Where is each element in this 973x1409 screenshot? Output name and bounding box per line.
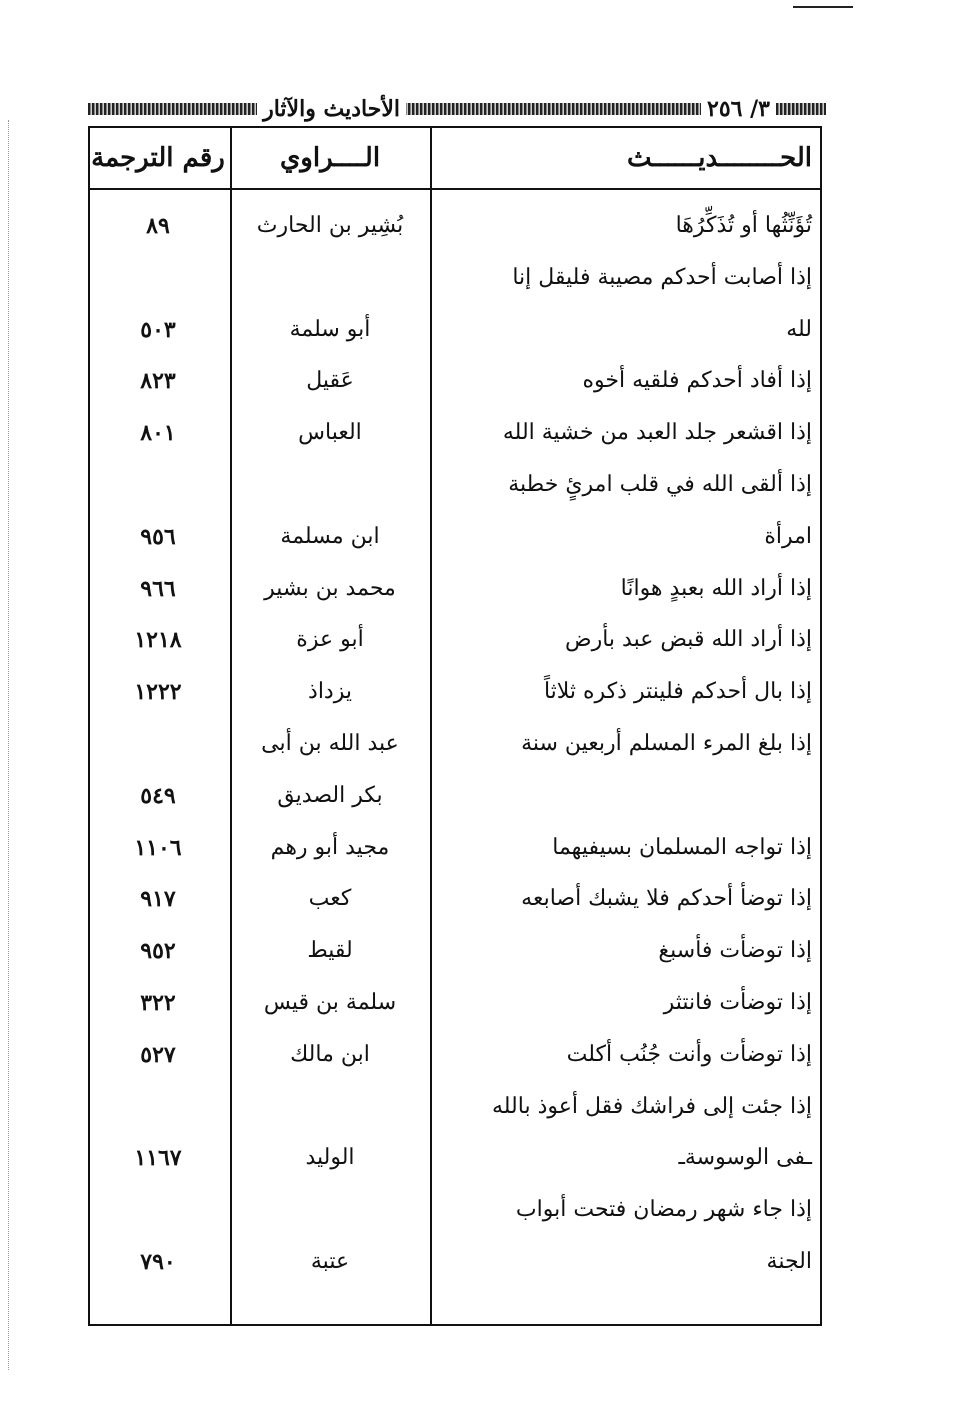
translation-number-cell: ٨٠١ (140, 420, 176, 447)
table-row (90, 200, 820, 252)
hadith-cell: تُؤَنِّثُها أو تُذَكِّرُهَا (675, 213, 812, 238)
rawi-cell: عتبة (310, 1249, 350, 1274)
table-row (90, 666, 820, 718)
rawi-cell: العباس (298, 420, 362, 446)
rawi-cell: أبو عزة (296, 627, 364, 653)
rawi-cell: أبو سلمة (289, 316, 371, 342)
rawi-cell: الوليد (305, 1145, 355, 1171)
translation-number-cell: ١٢٢٢ (134, 679, 182, 706)
hadith-cell: إذا ألقى الله في قلب امرئٍ خطبة (508, 472, 812, 497)
translation-number-cell: ٩٥٢ (140, 938, 176, 965)
table-row (90, 873, 820, 925)
hadith-cell: إذا توضأ أحدكم فلا يشبك أصابعه (521, 886, 812, 912)
rawi-cell: بكر الصديق (277, 782, 383, 808)
table-row (90, 1132, 820, 1184)
margin-dots (8, 120, 10, 1370)
hadith-cell: إذا جئت إلى فراشك فقل أعوذ بالله (491, 1093, 812, 1119)
table-row (90, 407, 820, 459)
hadith-cell: إذا أراد الله بعبدٍ هوانًا (620, 575, 812, 601)
rawi-cell: كعب (308, 886, 352, 912)
rawi-cell: محمد بن بشير (264, 575, 396, 601)
page-reference: ٣/ ٢٥٦ (701, 96, 776, 122)
table-header-row (90, 128, 820, 190)
hadith-cell: إذا تواجه المسلمان بسيفيهما (552, 834, 812, 860)
translation-number-cell: ٣٢٢ (140, 990, 176, 1016)
section-title: الأحاديث والآثار (257, 96, 406, 122)
table-row (90, 614, 820, 666)
table-row (90, 1081, 820, 1133)
table-row (90, 822, 820, 874)
rawi-cell: بُشِير بن الحارث (256, 213, 404, 238)
hadith-cell: إذا توضأت وأنت جُنُب أكلت (566, 1041, 812, 1067)
hadith-cell: إذا بلغ المرء المسلم أربعين سنة (521, 731, 812, 756)
hadith-cell: إذا اقشعر جلد العبد من خشية الله (502, 420, 812, 446)
translation-number-cell: ٨٩ (146, 213, 170, 239)
translation-number-cell: ١٢١٨ (134, 627, 182, 654)
table-row (90, 355, 820, 407)
translation-number-cell: ٩٦٦ (140, 575, 176, 602)
hadith-cell: إذا بال أحدكم فلينتر ذكره ثلاثاً (543, 679, 812, 705)
rawi-cell: عبد الله بن أبى (261, 731, 399, 756)
table-row (90, 925, 820, 977)
page-header (88, 96, 826, 122)
translation-number-cell: ٥٠٣ (140, 316, 176, 343)
hadith-cell: ـفى الوسوسةـ (678, 1145, 812, 1171)
column-header-hadith: الحــــــــديــــــث (627, 143, 812, 173)
table-row (90, 977, 820, 1029)
column-header-number: رقم الترجمة (91, 143, 225, 173)
table-row (90, 459, 820, 511)
rawi-cell: يزداذ (308, 679, 352, 705)
table-row (90, 252, 820, 304)
column-header-rawi: الــــراوي (279, 143, 381, 173)
table-row (90, 511, 820, 563)
hadith-cell: إذا توضأت فأسبغ (658, 938, 812, 964)
rawi-cell: ابن مسلمة (280, 523, 380, 549)
translation-number-cell: ١١٦٧ (134, 1145, 182, 1172)
translation-number-cell: ١١٠٦ (134, 834, 182, 861)
table-row (90, 1236, 820, 1288)
hadith-cell: إذا جاء شهر رمضان فتحت أبواب (515, 1197, 812, 1223)
hadith-cell: امرأة (764, 523, 812, 549)
translation-number-cell: ٩٥٦ (140, 523, 176, 550)
table-row (90, 770, 820, 822)
table-row (90, 1029, 820, 1081)
table-row (90, 1184, 820, 1236)
hadith-cell: لله (786, 316, 812, 342)
translation-number-cell: ٩١٧ (140, 886, 176, 913)
hadith-cell: إذا أراد الله قبض عبد بأرض (565, 627, 812, 653)
hadith-cell: إذا توضأت فانتثر (663, 990, 812, 1015)
table-row (90, 718, 820, 770)
translation-number-cell: ٥٢٧ (140, 1041, 176, 1068)
hadith-index-table (88, 126, 822, 1326)
rawi-cell: ابن مالك (290, 1041, 370, 1067)
rawi-cell: مجيد أبو رهم (270, 834, 390, 860)
table-row (90, 563, 820, 615)
hadith-cell: الجنة (766, 1249, 812, 1274)
translation-number-cell: ٨٢٣ (140, 368, 176, 395)
hadith-cell: إذا أفاد أحدكم فلقيه أخوه (582, 368, 812, 394)
translation-number-cell: ٧٩٠ (140, 1249, 176, 1275)
rawi-cell: سلمة بن قيس (263, 990, 397, 1015)
hadith-cell: إذا أصابت أحدكم مصيبة فليقل إنا (512, 264, 812, 290)
top-edge-mark (793, 6, 853, 8)
translation-number-cell: ٥٤٩ (140, 782, 176, 809)
rawi-cell: عَقيل (306, 368, 354, 394)
rawi-cell: لقيط (307, 938, 353, 964)
table-row (90, 304, 820, 356)
